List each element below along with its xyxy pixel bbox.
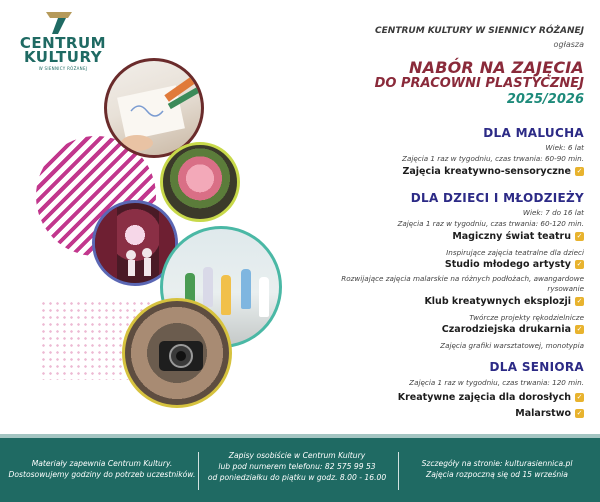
section-heading-youth: DLA DZIECI I MŁODZIEŻY (410, 191, 584, 205)
class-description: rysowanie (547, 284, 584, 293)
check-icon: ✓ (576, 260, 583, 268)
section-heading-toddlers: DLA MALUCHA (483, 126, 584, 140)
youth-frequency: Zajęcia 1 raz w tygodniu, czas trwania: 60-120 min. (397, 219, 584, 228)
check-icon: ✓ (576, 297, 583, 305)
camera-scene (125, 301, 232, 408)
footer-details (400, 458, 594, 480)
youth-age: Wiek: 7 do 16 lat (522, 208, 584, 217)
footer-text: lub pod numerem telefonu: 82 575 99 53 (218, 462, 376, 471)
photo-flower-bouquet (160, 142, 240, 222)
class-name: Kreatywne zajęcia dla dorosłych (397, 392, 571, 403)
class-item (442, 324, 584, 335)
logo-mark-icon (44, 10, 74, 34)
class-item (424, 296, 584, 307)
seniors-frequency: Zajęcia 1 raz w tygodniu, czas trwania: 120 min. (409, 378, 584, 387)
page-title: NABÓR NA ZAJĘCIA (409, 58, 584, 77)
logo-text-line1: CENTRUM (19, 34, 107, 52)
toddlers-frequency: Zajęcia 1 raz w tygodniu, czas trwania: 60-90 min. (402, 154, 584, 163)
class-name: Magiczny świat teatru (452, 231, 571, 242)
check-icon: ✓ (576, 325, 583, 333)
class-name: Zajęcia kreatywno-sensoryczne (402, 166, 571, 177)
class-item (515, 408, 584, 419)
class-item (445, 259, 584, 270)
logo (18, 10, 108, 70)
class-name: Malarstwo (515, 408, 571, 419)
footer-separator (198, 452, 199, 490)
logo-text-line2: KULTURY (23, 48, 103, 66)
footer-registration (200, 450, 394, 483)
footer-text: Szczegóły na stronie: kulturasiennica.pl (421, 459, 573, 468)
check-icon: ✓ (576, 409, 583, 417)
footer-text: Materiały zapewnia Centrum Kultury. (31, 459, 173, 468)
season-year: 2025/2026 (506, 92, 584, 107)
class-description: Inspirujące zajęcia teatralne dla dzieci (446, 248, 584, 257)
class-description: Rozwijające zajęcia malarskie na różnych podłożach, awangardowe (341, 274, 584, 283)
organization-name: CENTRUM KULTURY W SIENNICY RÓŻANEJ (375, 26, 584, 36)
class-description: Zajęcia grafiki warsztatowej, monotypia (440, 341, 584, 350)
footer-text: Zapisy osobiście w Centrum Kultury (228, 451, 366, 460)
toddlers-age: Wiek: 6 lat (545, 143, 584, 152)
footer-text: Dostosowujemy godziny do potrzeb uczestników. (8, 470, 196, 479)
class-name: Klub kreatywnych eksplozji (424, 296, 571, 307)
announces-text: ogłasza (553, 40, 584, 49)
check-icon: ✓ (576, 167, 583, 175)
footer-text: Zajęcia rozpoczną się od 15 września (426, 470, 568, 479)
check-icon: ✓ (576, 393, 583, 401)
check-icon: ✓ (576, 232, 583, 240)
footer-text: od poniedziałku do piątku w godz. 8.00 - 16.00 (207, 473, 387, 482)
class-item (452, 231, 584, 242)
section-heading-seniors: DLA SENIORA (489, 360, 584, 374)
footer-separator (398, 452, 399, 490)
footer (0, 438, 600, 502)
photo-person-with-camera (122, 298, 232, 408)
class-description: Twórcze projekty rękodzielnicze (469, 313, 584, 322)
class-item (403, 166, 585, 177)
logo-subtitle: W SIENNICY RÓŻANEJ (38, 66, 88, 71)
class-name: Czarodziejska drukarnia (441, 324, 571, 335)
page-subtitle: DO PRACOWNI PLASTYCZNEJ (374, 76, 584, 91)
class-item (398, 392, 584, 403)
footer-materials (8, 458, 196, 480)
class-name: Studio młodego artysty (444, 259, 571, 270)
